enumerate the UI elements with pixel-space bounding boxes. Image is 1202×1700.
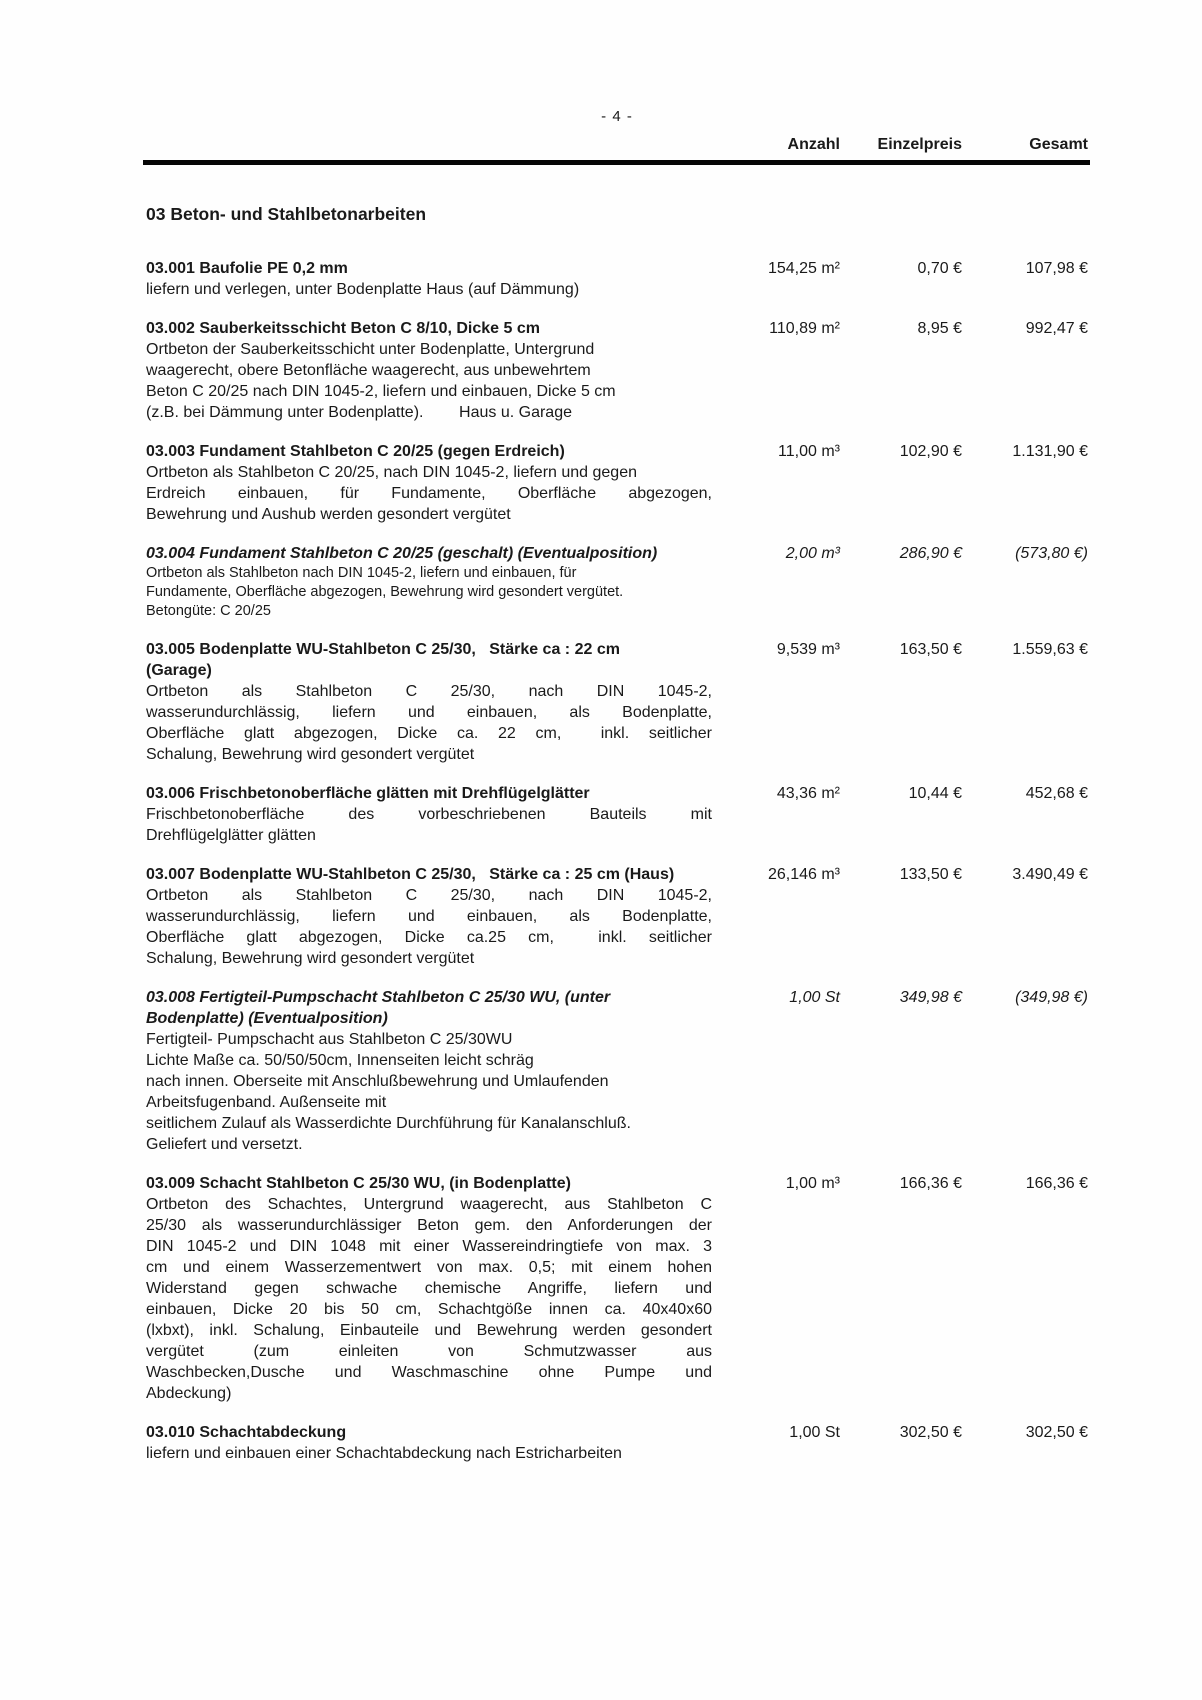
item-description (146, 258, 721, 300)
item-gesamt-value: 452,68 € (1025, 785, 1088, 802)
item-title: 03.006 Frischbetonoberfläche glätten mit Drehflügelglätter (146, 785, 590, 802)
page-number: - 4 - (601, 108, 633, 125)
item-einzelpreis-value: 166,36 € (899, 1175, 962, 1192)
item-03.008 (146, 987, 1088, 1155)
item-03.005 (146, 639, 1088, 765)
item-body-line: Erdreich einbauen, für Fundamente, Oberfläche abgezogen, (146, 485, 712, 502)
item-body-line: Widerstand gegen schwache chemische Angriffe, liefern und (146, 1280, 712, 1297)
item-body-line: Oberfläche glatt abgezogen, Dicke ca.25 cm, inkl. seitlicher (146, 929, 712, 946)
item-body-line: Beton C 20/25 nach DIN 1045-2, liefern und einbauen, Dicke 5 cm (146, 383, 616, 400)
item-body-line: Waschbecken,Dusche und Waschmaschine ohne Pumpe und (146, 1364, 712, 1381)
item-anzahl-value: 43,36 m² (776, 785, 840, 802)
item-description (146, 783, 721, 846)
item-anzahl-value: 2,00 m³ (785, 545, 840, 562)
item-title: 03.001 Baufolie PE 0,2 mm (146, 260, 348, 277)
item-gesamt-value: 107,98 € (1025, 260, 1088, 277)
header-rule (143, 160, 1090, 165)
item-gesamt-value: 166,36 € (1025, 1175, 1088, 1192)
item-03.010 (146, 1422, 1088, 1464)
item-body-line: Drehflügelglätter glätten (146, 827, 316, 844)
item-body-line: cm und einem Wasserzementwert von max. 0,5; mit einem hohen (146, 1259, 712, 1276)
item-body-line: liefern und einbauen einer Schachtabdeckung nach Estricharbeiten (146, 1445, 622, 1462)
item-title-continued: (Garage) (146, 662, 212, 679)
item-description (146, 1173, 721, 1404)
item-body-line: Fertigteil- Pumpschacht aus Stahlbeton C 25/30WU (146, 1031, 513, 1048)
item-einzelpreis-value: 133,50 € (899, 866, 962, 883)
item-body-line: liefern und verlegen, unter Bodenplatte Haus (auf Dämmung) (146, 281, 580, 298)
item-gesamt-value: 992,47 € (1025, 320, 1088, 337)
item-body-line: Arbeitsfugenband. Außenseite mit (146, 1094, 387, 1111)
item-body-line: DIN 1045-2 und DIN 1048 mit einer Wassereindringtiefe von max. 3 (146, 1238, 712, 1255)
item-body-line: Schalung, Bewehrung wird gesondert vergütet (146, 950, 475, 967)
item-body-line: (z.B. bei Dämmung unter Bodenplatte). Haus u. Garage (146, 404, 572, 421)
item-description (146, 318, 721, 423)
item-title: 03.009 Schacht Stahlbeton C 25/30 WU, (in Bodenplatte) (146, 1175, 571, 1192)
item-anzahl-value: 9,539 m³ (776, 641, 840, 658)
item-03.009 (146, 1173, 1088, 1404)
item-anzahl-value: 154,25 m² (767, 260, 840, 277)
item-einzelpreis-value: 8,95 € (917, 320, 962, 337)
item-title: 03.008 Fertigteil-Pumpschacht Stahlbeton C 25/30 WU, (unter (146, 989, 611, 1006)
item-03.002 (146, 318, 1088, 423)
item-gesamt-value: 1.131,90 € (1012, 443, 1088, 460)
column-header-gesamt: Gesamt (1029, 136, 1088, 153)
item-03.007 (146, 864, 1088, 969)
item-title-continued: Bodenplatte) (Eventualposition) (146, 1010, 388, 1027)
item-einzelpreis-value: 349,98 € (899, 989, 962, 1006)
item-body-line: Schalung, Bewehrung wird gesondert vergütet (146, 746, 475, 763)
item-body-line: Ortbeton des Schachtes, Untergrund waagerecht, aus Stahlbeton C (146, 1196, 712, 1213)
item-body-line: Ortbeton als Stahlbeton C 25/30, nach DIN 1045-2, (146, 887, 712, 904)
item-body-line: nach innen. Oberseite mit Anschlußbewehrung und Umlaufenden (146, 1073, 609, 1090)
item-title: 03.007 Bodenplatte WU-Stahlbeton C 25/30, Stärke ca : 25 cm (Haus) (146, 866, 675, 883)
item-body-line: Ortbeton als Stahlbeton C 20/25, nach DIN 1045-2, liefern und gegen (146, 464, 637, 481)
item-body-line: Ortbeton als Stahlbeton C 25/30, nach DIN 1045-2, (146, 683, 712, 700)
item-body-line: Betongüte: C 20/25 (146, 603, 271, 619)
items-list (146, 258, 1088, 1482)
item-body-line: Bewehrung und Aushub werden gesondert vergütet (146, 506, 511, 523)
item-gesamt-value: (573,80 €) (1015, 545, 1088, 562)
item-03.001 (146, 258, 1088, 300)
item-description (146, 543, 721, 621)
item-body-line: Ortbeton der Sauberkeitsschicht unter Bodenplatte, Untergrund (146, 341, 595, 358)
item-03.004 (146, 543, 1088, 621)
section-title: 03 Beton- und Stahlbetonarbeiten (146, 204, 427, 224)
item-body-line: Lichte Maße ca. 50/50/50cm, Innenseiten leicht schräg (146, 1052, 534, 1069)
item-anzahl-value: 1,00 St (789, 1424, 840, 1441)
table-column-headers (146, 136, 1088, 154)
item-body-line: waagerecht, obere Betonfläche waagerecht, aus unbewehrtem (146, 362, 591, 379)
item-anzahl-value: 1,00 m³ (785, 1175, 840, 1192)
item-body-line: Oberfläche glatt abgezogen, Dicke ca. 22 cm, inkl. seitlicher (146, 725, 712, 742)
item-description (146, 441, 721, 525)
column-header-anzahl: Anzahl (787, 136, 840, 153)
item-body-line: (lxbxt), inkl. Schalung, Einbauteile und Bewehrung werden gesondert (146, 1322, 712, 1339)
item-title: 03.010 Schachtabdeckung (146, 1424, 347, 1441)
item-gesamt-value: 1.559,63 € (1012, 641, 1088, 658)
item-body-line: Abdeckung) (146, 1385, 232, 1402)
column-header-einzelpreis: Einzelpreis (877, 136, 962, 153)
item-anzahl-value: 11,00 m³ (778, 443, 840, 460)
item-einzelpreis-value: 0,70 € (917, 260, 962, 277)
item-title: 03.002 Sauberkeitsschicht Beton C 8/10, Dicke 5 cm (146, 320, 540, 337)
item-description (146, 987, 721, 1155)
item-anzahl-value: 26,146 m³ (767, 866, 840, 883)
item-description (146, 1422, 721, 1464)
item-body-line: wasserundurchlässig, liefern und einbauen, als Bodenplatte, (146, 908, 712, 925)
item-gesamt-value: (349,98 €) (1015, 989, 1088, 1006)
item-body-line: wasserundurchlässig, liefern und einbauen, als Bodenplatte, (146, 704, 712, 721)
item-body-line: Ortbeton als Stahlbeton nach DIN 1045-2, liefern und einbauen, für (146, 565, 577, 581)
item-anzahl-value: 1,00 St (789, 989, 840, 1006)
item-title: 03.005 Bodenplatte WU-Stahlbeton C 25/30, Stärke ca : 22 cm (146, 641, 620, 658)
item-einzelpreis-value: 10,44 € (908, 785, 962, 802)
item-gesamt-value: 302,50 € (1025, 1424, 1088, 1441)
item-description (146, 639, 721, 765)
item-body-line: einbauen, Dicke 20 bis 50 cm, Schachtgöße innen ca. 40x40x60 (146, 1301, 712, 1318)
item-body-line: Frischbetonoberfläche des vorbeschriebenen Bauteils mit (146, 806, 712, 823)
item-anzahl-value: 110,89 m² (769, 320, 840, 337)
item-title: 03.003 Fundament Stahlbeton C 20/25 (gegen Erdreich) (146, 443, 565, 460)
column-header-spacer (146, 136, 721, 154)
item-body-line: Geliefert und versetzt. (146, 1136, 303, 1153)
item-03.003 (146, 441, 1088, 525)
item-description (146, 864, 721, 969)
item-gesamt-value: 3.490,49 € (1012, 866, 1088, 883)
item-einzelpreis-value: 102,90 € (899, 443, 962, 460)
item-body-line: Fundamente, Oberfläche abgezogen, Bewehrung wird gesondert vergütet. (146, 584, 624, 600)
item-body-line: 25/30 als wasserundurchlässiger Beton gem. den Anforderungen der (146, 1217, 712, 1234)
item-body-line: vergütet (zum einleiten von Schmutzwasser aus (146, 1343, 712, 1360)
item-body-line: seitlichem Zulauf als Wasserdichte Durchführung für Kanalanschluß. (146, 1115, 631, 1132)
item-einzelpreis-value: 163,50 € (899, 641, 962, 658)
item-03.006 (146, 783, 1088, 846)
item-einzelpreis-value: 286,90 € (899, 545, 962, 562)
item-einzelpreis-value: 302,50 € (899, 1424, 962, 1441)
item-title: 03.004 Fundament Stahlbeton C 20/25 (geschalt) (Eventualposition) (146, 545, 658, 562)
